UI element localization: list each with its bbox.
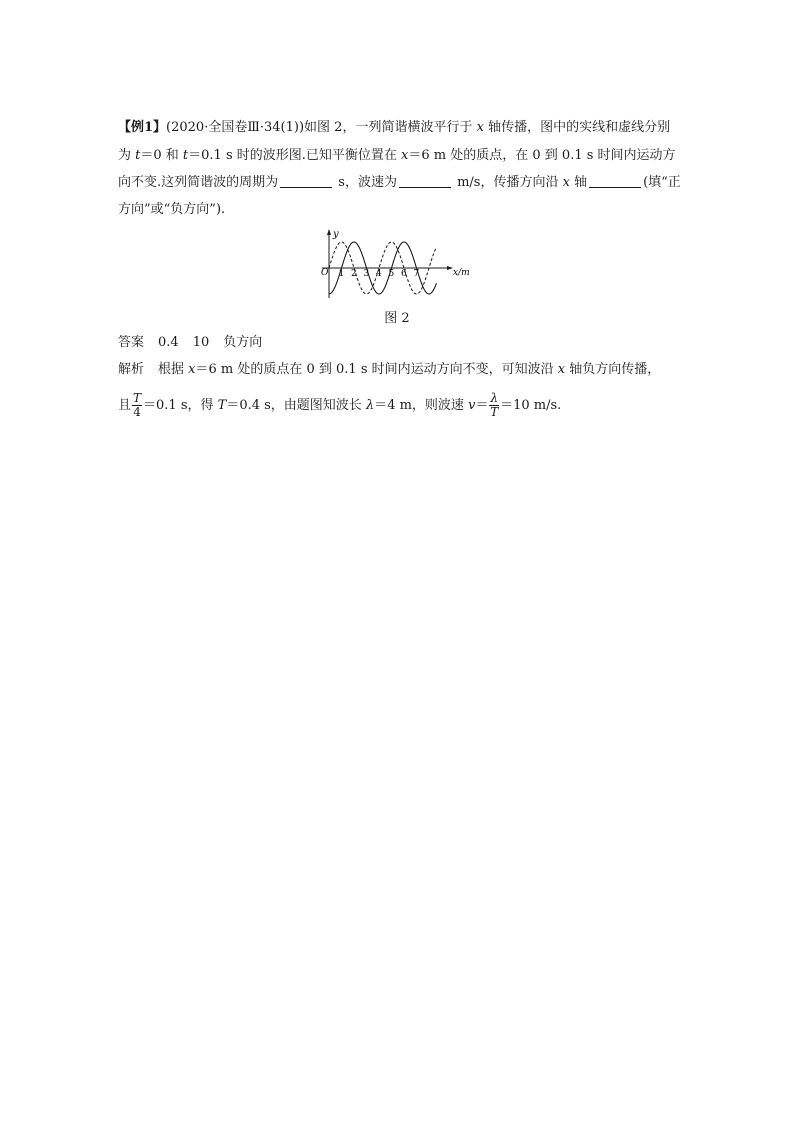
x-tick-3: 3 [363, 269, 370, 279]
var-t: t [182, 148, 189, 163]
x-tick-4: 4 [376, 269, 382, 279]
analysis-line-1 [118, 360, 660, 380]
x-tick-6: 6 [401, 269, 407, 279]
figure-caption: 图 2 [384, 311, 410, 326]
fraction-lambda-over-t [489, 392, 499, 419]
frac-denominator: 4 [133, 405, 141, 419]
text-run: ＝0.4 s，由题图知波长 [226, 398, 366, 413]
text-run: ＝6 m 处的质点，在 0 到 0.1 s 时间内运动方 [408, 148, 676, 163]
text-run: ＝4 m，则波速 [374, 398, 469, 413]
var-x: x [557, 362, 566, 377]
frac-denominator: T [490, 405, 499, 419]
example-line-4 [118, 200, 225, 220]
var-x: x [188, 362, 196, 377]
answer-line [118, 333, 262, 353]
var-t: t [135, 148, 141, 163]
var-x: x [401, 148, 409, 163]
answer-label: 答案 [118, 335, 145, 350]
text-run: (填“正 [643, 175, 681, 190]
text-run: 轴传播，图中的实线和虚线分别 [483, 120, 671, 135]
example-tag: 【例1】 [118, 120, 167, 135]
frac-numerator: T [133, 391, 142, 405]
text-run: 且 [118, 398, 132, 413]
answer-period: 0.4 [158, 335, 179, 350]
analysis-line-2 [118, 390, 561, 422]
answer-blank-direction [589, 173, 641, 188]
x-axis-label: x/m [453, 268, 470, 278]
text-run: ＝0.1 s 时的波形图.已知平衡位置在 [188, 148, 402, 163]
var-lambda: λ [365, 398, 375, 413]
wave-figure [318, 228, 478, 300]
answer-blank-period [280, 173, 332, 188]
y-axis-arrow [327, 229, 331, 235]
origin-label: O [321, 268, 329, 278]
text-run: m/s，传播方向沿 [452, 175, 563, 190]
text-run: 方向”或“负方向”). [118, 202, 226, 217]
x-tick-1: 1 [338, 269, 345, 279]
answer-direction: 负方向 [223, 335, 263, 350]
answer-speed: 10 [192, 335, 210, 350]
x-tick-2: 2 [351, 269, 357, 279]
text-run: 轴负方向传播， [565, 362, 661, 377]
text-run: 根据 [158, 362, 189, 377]
y-axis-label: y [333, 229, 339, 240]
text-run: 如图 2，一列简谐横波平行于 [304, 120, 477, 135]
text-run: 向不变.这列简谐波的周期为 [118, 175, 279, 190]
var-x: x [562, 175, 570, 190]
example-line-2 [118, 146, 676, 166]
text-run: 为 [118, 148, 136, 163]
x-tick-7: 7 [413, 269, 420, 279]
var-T: T [217, 398, 227, 413]
fraction-t-over-4 [132, 392, 142, 419]
example-line-3 [118, 173, 681, 193]
text-run: ＝ [475, 398, 489, 413]
text-run: ＝0.1 s，得 [143, 398, 218, 413]
text-run: ＝6 m 处的质点在 0 到 0.1 s 时间内运动方向不变，可知波沿 [195, 362, 558, 377]
answer-blank-speed [399, 173, 451, 188]
frac-numerator: λ [490, 391, 499, 405]
text-run: s，波速为 [334, 175, 397, 190]
text-run: ＝10 m/s. [500, 398, 562, 413]
var-v: v [468, 398, 476, 413]
var-x: x [476, 120, 484, 135]
example-line-1 [118, 118, 670, 138]
analysis-label: 解析 [118, 362, 145, 377]
x-tick-labels [339, 269, 420, 279]
example-source: (2020·全国卷Ⅲ·34(1)) [166, 120, 305, 135]
text-run: 轴 [569, 175, 588, 190]
text-run: ＝0 和 [140, 148, 183, 163]
x-tick-5: 5 [388, 269, 395, 279]
